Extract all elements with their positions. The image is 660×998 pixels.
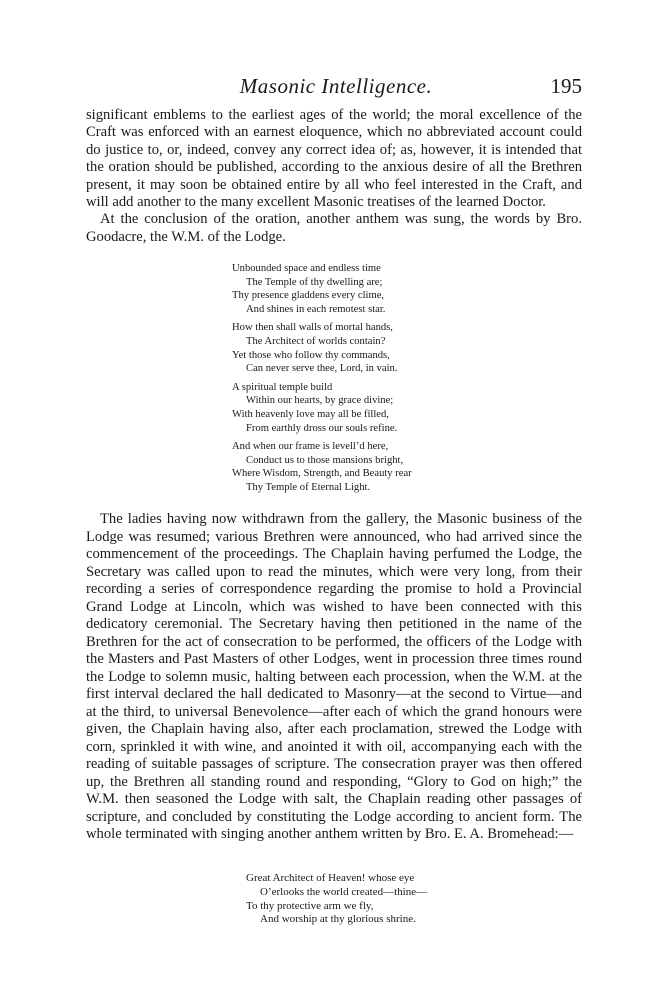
verse-line: To thy protective arm we fly,: [246, 899, 374, 912]
verse-line: And when our frame is levell’d here,: [232, 441, 389, 453]
verse-line: And shines in each remotest star.: [246, 303, 386, 315]
paragraph-oration: significant emblems to the earliest ages of the world; the moral excellence of the Craft was enforced with an earnest eloquence, which no abbreviated account could do justice to, or, indeed, convey any correct idea of; as, however, it is intended that the oration should be published, according to the anxious desire of all the Brethren present, it may soon be obtained entire by all who feel interested in the Craft, and will add another to the many excellent Masonic treatises of the learned Doctor.: [86, 107, 582, 211]
stanza: [246, 872, 427, 927]
verse-line: Great Architect of Heaven! whose eye: [246, 872, 415, 884]
page-header: [90, 74, 582, 98]
verse-line: Yet those who follow thy commands,: [232, 349, 390, 361]
verse-line: Can never serve thee, Lord, in vain.: [246, 363, 398, 375]
anthem-verse-1: [232, 262, 412, 500]
verse-line: The Architect of worlds contain?: [246, 335, 386, 347]
verse-line: Thy Temple of Eternal Light.: [246, 481, 371, 493]
stanza: [232, 440, 412, 494]
running-title: Masonic Intelligence.: [239, 74, 433, 98]
verse-line: Where Wisdom, Strength, and Beauty rear: [232, 468, 412, 480]
anthem-verse-2: [246, 872, 427, 932]
stanza: [232, 381, 412, 435]
verse-line: Unbounded space and endless time: [232, 263, 381, 274]
verse-line: Within our hearts, by grace divine;: [246, 395, 394, 407]
verse-line: And worship at thy glorious shrine.: [260, 913, 416, 926]
paragraph-consecration: The ladies having now withdrawn from the gallery, the Masonic business of the Lodge was resumed; various Brethren were announced, who had arrived since the commencement of the proceedings. The Chaplain having perfumed the Lodge, the Secretary was called upon to read the minutes, which were very long, from their recording a series of correspondence regarding the promise to hold a Provincial Grand Lodge at Lincoln, which was wished to have been connected with this dedicatory ceremonial. The Secretary having then petitioned in the name of the Brethren for the act of consecration to be performed, the officers of the Lodge with the Masters and Past Masters of other Lodges, went in procession three times round the Lodge to solemn music, halting between each procession, when the W.M. at the first interval declared the hall dedicated to Masonry—at the second to Virtue—and at the third, to universal Benevolence—after each of which the grand honours were given, the Chaplain having also, after each proclamation, strewed the Lodge with corn, sprinkled it with wine, and anointed it with oil, accompanying each with the reading of suitable passages of scripture. The consecration prayer was then offered up, the Brethren all standing round and responding, “Glory to God on high;” the W.M. then seasoned the Lodge with salt, the Chaplain reading other passages of scripture, and concluded by constituting the Lodge according to ancient form. The whole terminated with singing another anthem written by Bro. E. A. Bromehead:—: [86, 511, 582, 842]
verse-line: From earthly dross our souls refine.: [246, 422, 398, 434]
stanza: [232, 262, 412, 316]
verse-line: Conduct us to those mansions bright,: [246, 454, 404, 466]
paragraph-anthem-intro: At the conclusion of the oration, another anthem was sung, the words by Bro. Goodacre, the W.M. of the Lodge.: [86, 211, 582, 245]
verse-line: O’erlooks the world created—thine—: [260, 885, 428, 898]
verse-line: How then shall walls of mortal hands,: [232, 322, 393, 334]
verse-line: A spiritual temple build: [232, 381, 333, 393]
page-number: 195: [550, 74, 582, 98]
verse-line: The Temple of thy dwelling are;: [246, 276, 383, 288]
stanza: [232, 321, 412, 375]
verse-line: With heavenly love may all be filled,: [232, 408, 389, 420]
opening-text: [86, 107, 582, 246]
verse-line: Thy presence gladdens every clime,: [232, 290, 385, 302]
consecration-text: [86, 511, 582, 844]
